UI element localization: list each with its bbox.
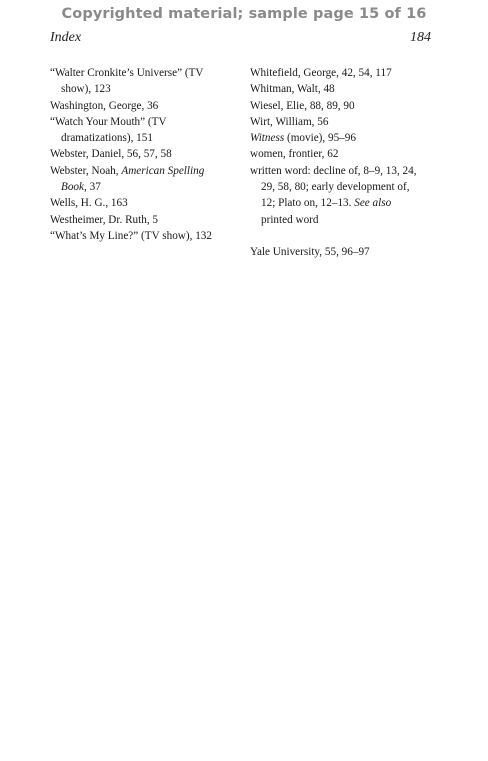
index-entry: Whitman, Walt, 48: [250, 83, 335, 96]
index-entry: Whitefield, George, 42, 54, 117: [250, 67, 392, 79]
index-entry: “What’s My Line?” (TV show), 132: [50, 229, 212, 242]
index-entry: Webster, Daniel, 56, 57, 58: [50, 148, 172, 161]
letter-group-gap: [250, 228, 450, 244]
index-entry: “Watch Your Mouth” (TV dramatizations), 151: [50, 115, 167, 145]
index-entry: Wells, H. G., 163: [50, 197, 128, 210]
index-entry: Washington, George, 36: [50, 99, 159, 112]
page-number: 184: [410, 30, 431, 45]
copyright-banner: Copyrighted material; sample page 15 of 16: [61, 6, 427, 22]
index-column-left: [50, 65, 240, 244]
running-head-title: Index: [50, 30, 82, 45]
index-entry: written word: decline of, 8–9, 13, 24, 29, 58, 80; early development of, 12; Plato on, 12–13. See also printed word: [250, 164, 417, 226]
index-entry: Witness (movie), 95–96: [250, 132, 356, 145]
index-entry: Webster, Noah, American Spelling Book, 37: [50, 164, 205, 194]
index-entry: Yale University, 55, 96–97: [250, 246, 370, 259]
index-column-right: [250, 65, 450, 261]
index-entry: Westheimer, Dr. Ruth, 5: [50, 213, 159, 226]
index-entry: Wirt, William, 56: [250, 115, 329, 128]
index-entry: women, frontier, 62: [250, 148, 339, 161]
index-entry: Wiesel, Elie, 88, 89, 90: [250, 99, 355, 112]
index-entry: “Walter Cronkite’s Universe” (TV show), 123: [50, 67, 204, 96]
